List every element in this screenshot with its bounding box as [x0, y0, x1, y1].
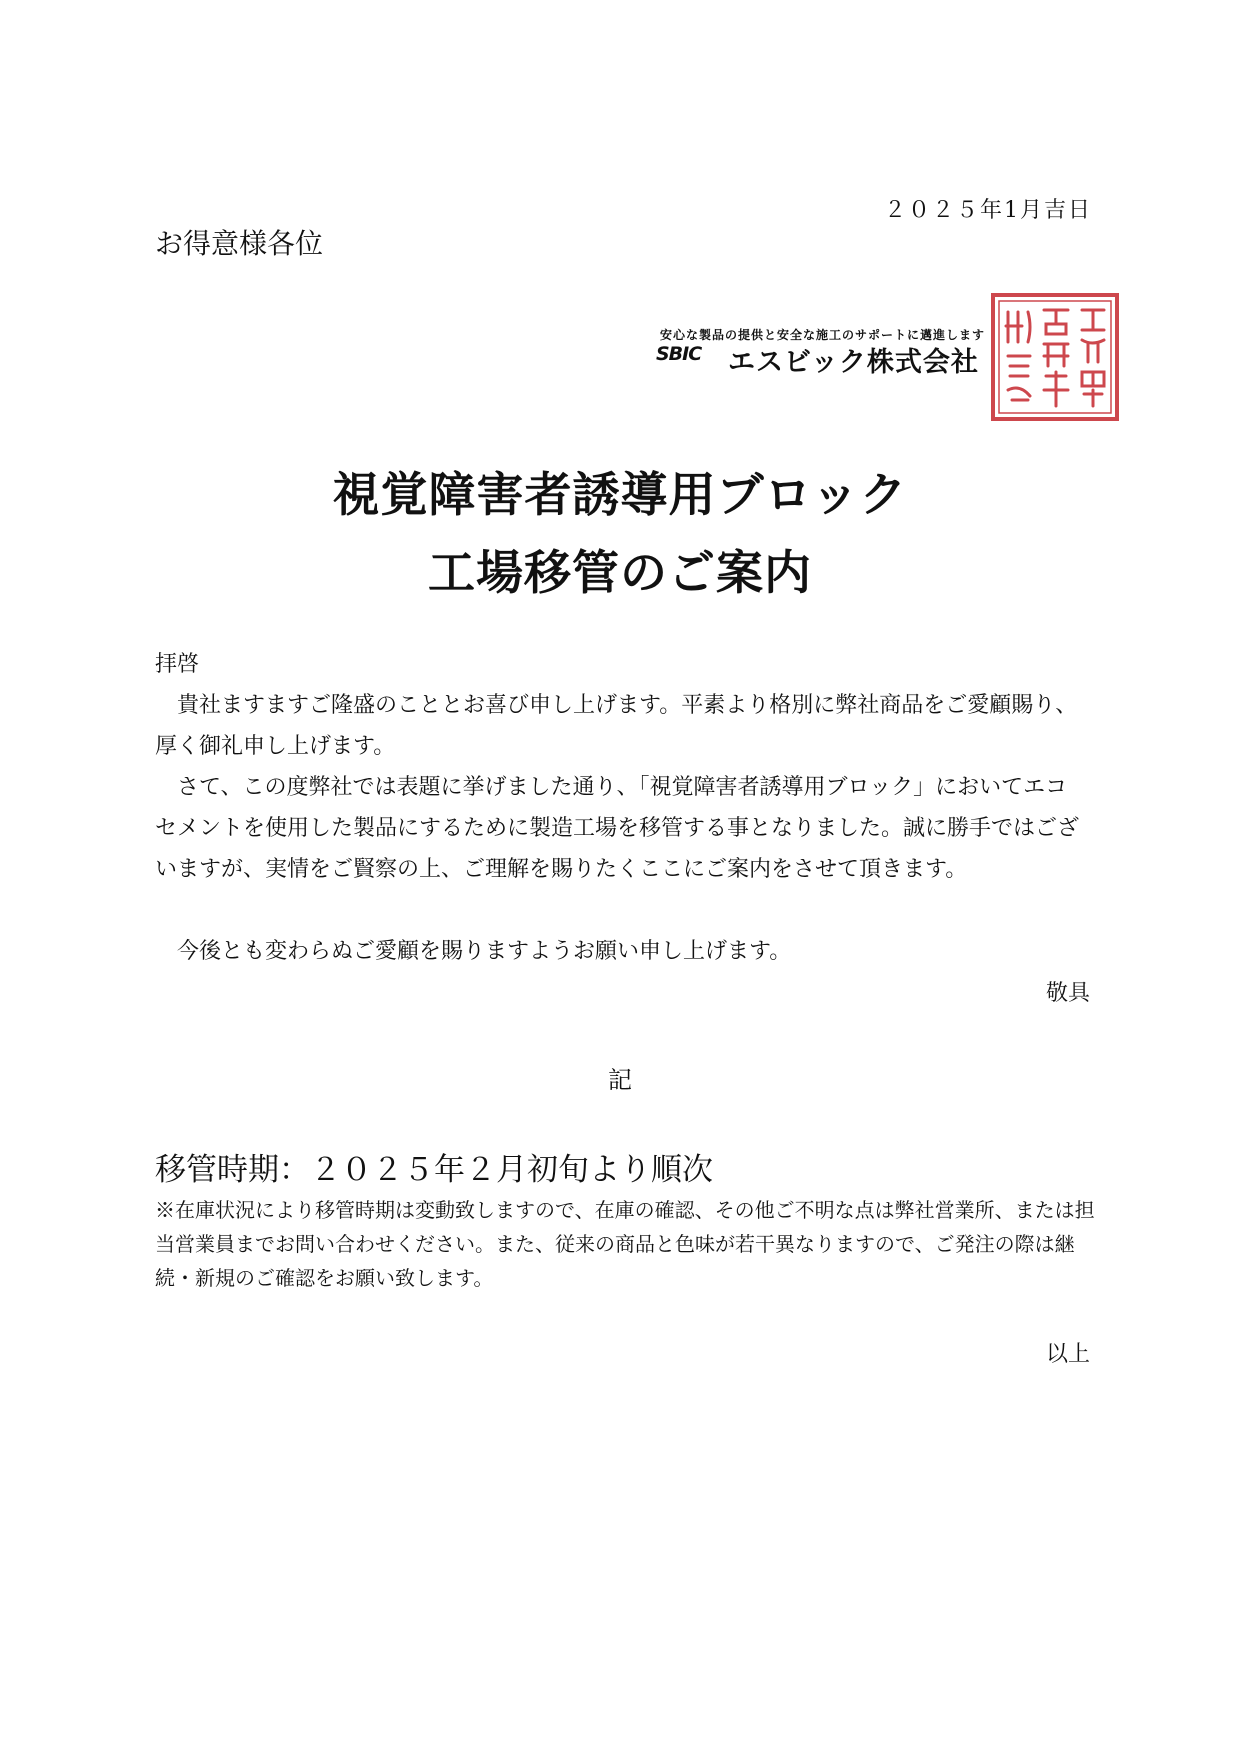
company-tagline: 安心な製品の提供と安全な施工のサポートに邁進します	[660, 328, 986, 342]
addressee: お得意様各位	[155, 227, 324, 260]
greeting-opening: 拝啓	[155, 652, 200, 677]
body-paragraph: 今後とも変わらぬご愛顧を賜りますようお願い申し上げます。	[177, 939, 792, 964]
document-title-line2: 工場移管のご案内	[428, 546, 812, 601]
company-logo: SBIC	[656, 343, 702, 365]
body-paragraph: 貴社ますますご隆盛のこととお喜び申し上げます。平素より格別に弊社商品をご愛顧賜り、厚く御礼申し上げます。	[155, 693, 1078, 759]
document-date: ２０２５年1月吉日	[884, 198, 1092, 223]
greeting-closing: 敬具	[1045, 981, 1090, 1006]
company-name: エスビック株式会社	[728, 347, 979, 378]
company-seal-icon	[990, 292, 1120, 422]
transfer-period: 移管時期：２０２５年２月初旬より順次	[155, 1152, 713, 1188]
document-title-line1: 視覚障害者誘導用ブロック	[332, 468, 908, 523]
transfer-note: ※在庫状況により移管時期は変動致しますので、在庫の確認、その他ご不明な点は弊社営業所、または担当営業員までお問い合わせください。また、従来の商品と色味が若干異なりますので、ご発注の際は継続・新規のご確認をお願い致します。	[155, 1198, 1095, 1290]
end-mark: 以上	[1045, 1342, 1090, 1367]
record-heading: 記	[608, 1066, 632, 1094]
body-paragraph: さて、この度弊社では表題に挙げました通り、「視覚障害者誘導用ブロック」においてエコセメントを使用した製品にするために製造工場を移管する事となりました。誠に勝手ではございますが、実情をご賢察の上、ご理解を賜りたくここにご案内をさせて頂きます。	[155, 775, 1080, 882]
